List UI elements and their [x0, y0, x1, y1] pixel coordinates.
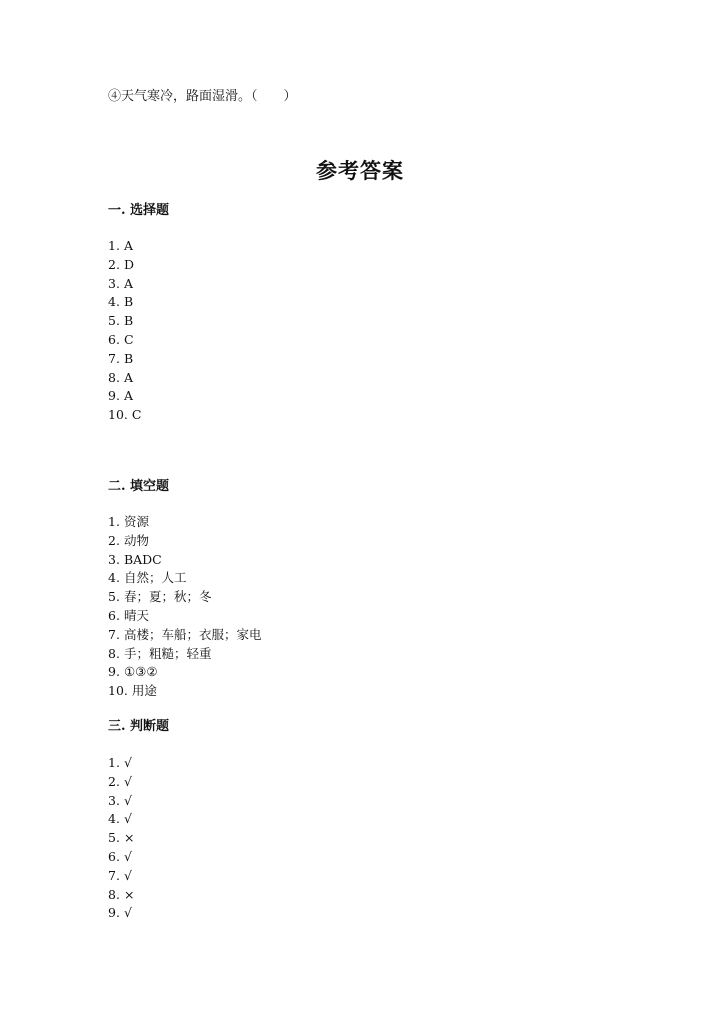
- answer-item: [108, 663, 261, 682]
- answer-number: 9.: [108, 664, 120, 680]
- answer-item: [108, 792, 134, 811]
- answer-item: [108, 645, 261, 664]
- answer-value: 用途: [131, 683, 157, 699]
- answer-value: 资源: [123, 514, 149, 529]
- answer-number: 2.: [108, 532, 120, 548]
- answer-value: √: [123, 755, 132, 770]
- answer-number: 9.: [108, 905, 120, 921]
- answer-value: 晴天: [123, 607, 149, 623]
- answer-item: [108, 682, 261, 701]
- answer-number: 5.: [108, 313, 120, 329]
- answer-item: [108, 829, 134, 848]
- answer-number: 6.: [108, 607, 120, 623]
- answer-item: [108, 387, 141, 406]
- page-title: 参考答案: [316, 158, 404, 183]
- answer-number: 4.: [108, 294, 120, 310]
- answer-value: √: [123, 792, 132, 808]
- answer-item: [108, 312, 141, 331]
- answer-item: [108, 886, 134, 905]
- answer-value: 手；粗糙；轻重: [123, 645, 212, 661]
- answer-item: [108, 867, 134, 886]
- answer-number: 3.: [108, 275, 120, 291]
- answer-number: 6.: [108, 331, 120, 347]
- answer-item: [108, 350, 141, 369]
- answer-number: 2.: [108, 256, 120, 272]
- answer-number: 10.: [108, 683, 128, 699]
- answer-list-true-false: [108, 754, 134, 923]
- answer-value: √: [123, 905, 132, 921]
- answer-number: 1.: [108, 238, 120, 253]
- answer-value: √: [123, 811, 132, 827]
- answer-value: D: [123, 256, 134, 272]
- answer-value: √: [123, 773, 132, 789]
- answer-item: [108, 626, 261, 645]
- answer-item: [108, 406, 141, 425]
- answer-number: 7.: [108, 350, 120, 366]
- answer-number: 8.: [108, 886, 120, 902]
- answer-item: [108, 513, 261, 532]
- answer-item: [108, 607, 261, 626]
- section-heading-choice: 一. 选择题: [108, 203, 170, 218]
- answer-item: [108, 293, 141, 312]
- answer-value: BADC: [123, 551, 162, 567]
- answer-number: 4.: [108, 570, 120, 586]
- answer-value: √: [123, 848, 132, 864]
- answer-value: C: [131, 407, 142, 423]
- answer-number: 7.: [108, 626, 120, 642]
- answer-number: 6.: [108, 848, 120, 864]
- answer-item: [108, 810, 134, 829]
- answer-value: A: [123, 238, 133, 253]
- answer-item: [108, 588, 261, 607]
- answer-number: 7.: [108, 867, 120, 883]
- answer-value: C: [123, 331, 134, 347]
- answer-item: [108, 773, 134, 792]
- answer-item: [108, 275, 141, 294]
- answer-number: 1.: [108, 755, 120, 770]
- answer-list-fill-blank: [108, 513, 261, 701]
- answer-value: ×: [123, 886, 135, 902]
- answer-list-choice: [108, 237, 141, 425]
- answer-number: 4.: [108, 811, 120, 827]
- answer-item: [108, 369, 141, 388]
- answer-value: B: [123, 294, 134, 310]
- answer-value: A: [123, 369, 133, 385]
- answer-value: 高楼；车船；衣服；家电: [123, 626, 262, 642]
- answer-number: 8.: [108, 369, 120, 385]
- question-4-line: ④天气寒冷，路面湿滑。（ ）: [108, 89, 297, 104]
- answer-number: 5.: [108, 830, 120, 846]
- answer-value: B: [123, 313, 134, 329]
- answer-number: 10.: [108, 407, 128, 423]
- answer-value: √: [123, 867, 132, 883]
- answer-item: [108, 569, 261, 588]
- answer-item: [108, 532, 261, 551]
- answer-item: [108, 904, 134, 923]
- answer-number: 8.: [108, 645, 120, 661]
- answer-item: [108, 848, 134, 867]
- answer-number: 1.: [108, 514, 120, 529]
- answer-number: 2.: [108, 773, 120, 789]
- answer-value: ①③②: [123, 664, 158, 680]
- answer-number: 5.: [108, 589, 120, 605]
- section-heading-true-false: 三. 判断题: [108, 719, 170, 734]
- answer-value: A: [123, 275, 133, 291]
- answer-number: 3.: [108, 551, 120, 567]
- answer-item: [108, 331, 141, 350]
- answer-number: 3.: [108, 792, 120, 808]
- answer-item: [108, 551, 261, 570]
- answer-value: ×: [123, 830, 135, 846]
- answer-value: 自然；人工: [123, 570, 187, 586]
- section-heading-fill-blank: 二. 填空题: [108, 479, 170, 494]
- answer-number: 9.: [108, 388, 120, 404]
- answer-value: B: [123, 350, 134, 366]
- answer-value: A: [123, 388, 133, 404]
- answer-value: 春；夏；秋；冬: [123, 589, 212, 605]
- answer-item: [108, 256, 141, 275]
- answer-item: [108, 754, 134, 773]
- answer-value: 动物: [123, 532, 149, 548]
- answer-item: [108, 237, 141, 256]
